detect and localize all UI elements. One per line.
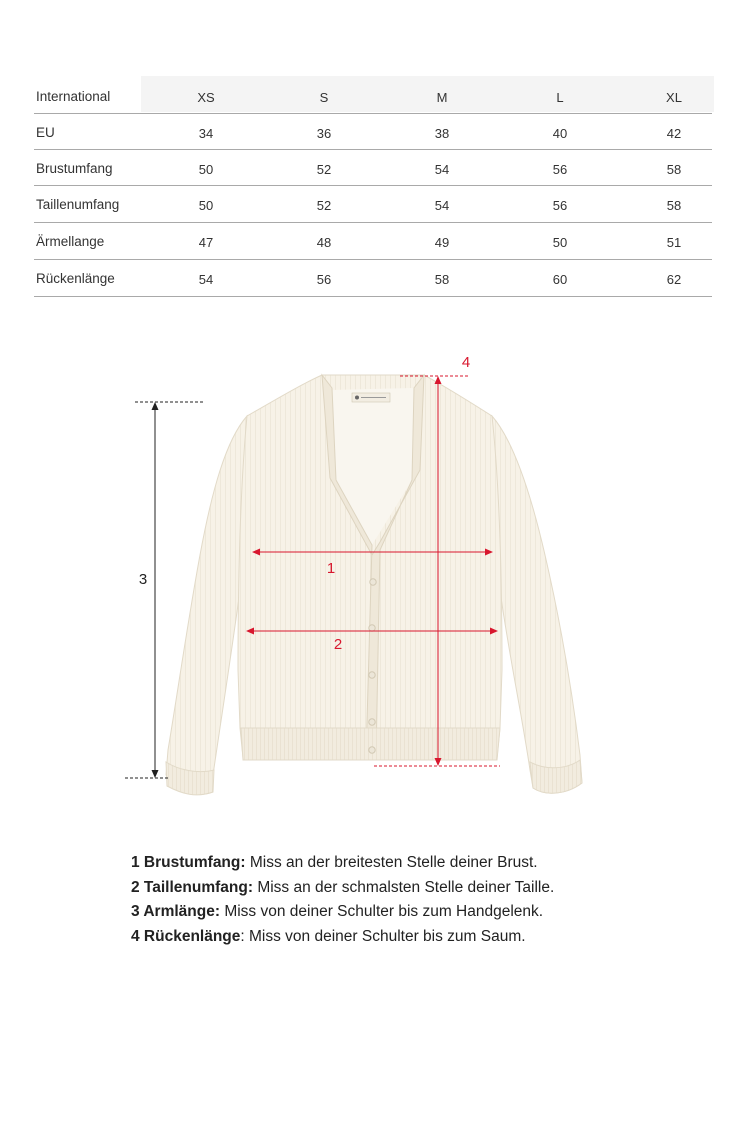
table-cell: 50 (198, 162, 214, 177)
row-label: Ärmellange (36, 234, 105, 249)
left-sleeve (166, 416, 247, 794)
table-cell: 58 (434, 272, 450, 287)
table-cell: 58 (666, 162, 682, 177)
table-cell: 40 (552, 126, 568, 141)
table-cell: 52 (316, 162, 332, 177)
row-label: Brustumfang (36, 161, 113, 176)
row-label: EU (36, 125, 55, 140)
table-cell: 56 (552, 162, 568, 177)
right-sleeve (492, 416, 582, 793)
legend-desc: Miss von deiner Schulter bis zum Handgelenk. (220, 903, 544, 920)
button (370, 579, 376, 585)
table-cell: 50 (552, 235, 568, 250)
row-divider (34, 296, 712, 297)
table-cell: 42 (666, 126, 682, 141)
marker-3: 3 (138, 571, 148, 588)
measurement-diagram (0, 330, 750, 820)
size-l: L (556, 90, 564, 105)
header-label: International (36, 89, 111, 104)
size-xs: XS (197, 90, 215, 105)
table-cell: 50 (198, 198, 214, 213)
legend-item-3 (131, 900, 691, 925)
table-row-rueckenlaenge (34, 260, 714, 296)
hem-band (241, 728, 500, 760)
table-header-row (34, 78, 714, 114)
legend-term: 2 Taillenumfang: (131, 878, 254, 896)
brand-label (352, 393, 390, 402)
legend-desc: Miss an der breitesten Stelle deiner Brust. (245, 854, 538, 871)
marker-4: 4 (461, 354, 471, 371)
legend-desc: Miss an der schmalsten Stelle deiner Taille. (253, 878, 555, 896)
table-cell: 62 (666, 272, 682, 287)
cardigan-svg (0, 330, 750, 820)
table-cell: 54 (434, 198, 450, 213)
row-label: Taillenumfang (36, 197, 120, 212)
table-cell: 56 (552, 198, 568, 213)
table-cell: 54 (434, 162, 450, 177)
table-cell: 36 (316, 126, 332, 141)
table-cell: 52 (316, 198, 332, 213)
table-row-taillenumfang (34, 186, 714, 222)
table-cell: 48 (316, 235, 332, 250)
legend-term: 4 Rückenlänge (131, 927, 241, 945)
size-xl: XL (666, 90, 682, 105)
row-label: Rückenlänge (36, 271, 115, 286)
table-cell: 56 (316, 272, 332, 287)
button (369, 719, 375, 725)
button (369, 672, 375, 678)
table-row-armellange (34, 223, 714, 259)
legend-item-1 (131, 851, 691, 876)
table-cell: 34 (198, 126, 214, 141)
legend-term: 3 Armlänge: (131, 903, 221, 920)
button (369, 747, 375, 753)
table-cell: 49 (434, 235, 450, 250)
legend-item-2 (131, 876, 691, 901)
marker-1: 1 (326, 560, 336, 577)
table-cell: 58 (666, 198, 682, 213)
table-cell: 47 (198, 235, 214, 250)
table-cell: 60 (552, 272, 568, 287)
legend-desc: : Miss von deiner Schulter bis zum Saum. (240, 927, 526, 945)
legend-term: 1 Brustumfang: (131, 854, 246, 871)
table-row-brustumfang (34, 150, 714, 186)
table-cell: 51 (666, 235, 682, 250)
size-m: M (436, 90, 448, 105)
button (369, 625, 375, 631)
table-row-eu (34, 114, 714, 150)
measurement-legend (131, 851, 691, 949)
table-cell: 38 (434, 126, 450, 141)
table-cell: 54 (198, 272, 214, 287)
size-s: S (319, 90, 329, 105)
legend-item-4 (131, 925, 691, 950)
marker-2: 2 (333, 636, 343, 653)
